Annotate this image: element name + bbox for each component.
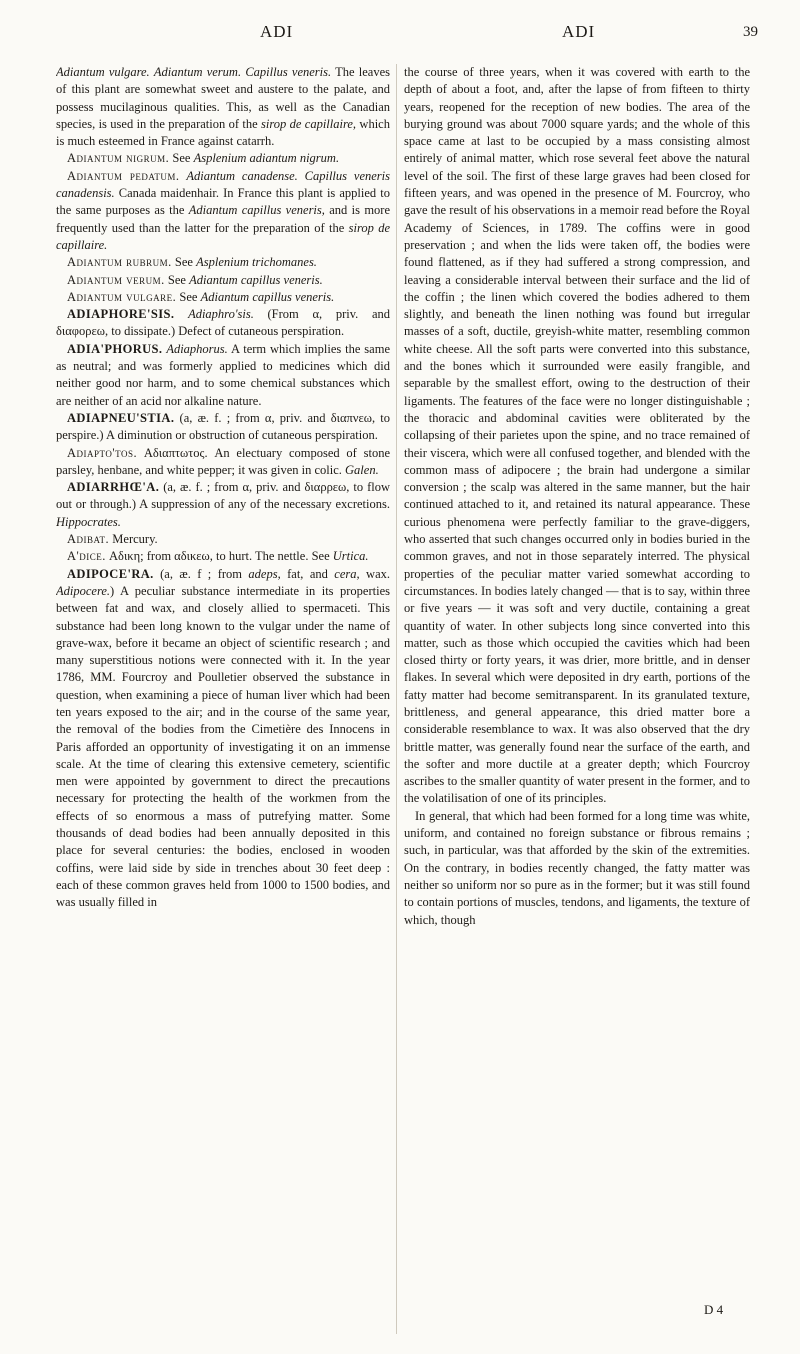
body-text: Mercury.: [109, 532, 158, 547]
body-text: and is more frequently used than the latter for the preparation of the: [56, 203, 390, 235]
entry-headword: Adiapto'tos.: [67, 445, 138, 460]
running-header: [0, 22, 800, 50]
body-text: [174, 307, 188, 321]
body-text: See: [176, 289, 201, 304]
entry-headword-bold: ADIARRHŒ'A.: [67, 480, 160, 495]
entry-headword: Adiantum pedatum.: [67, 168, 180, 183]
dictionary-entry: [404, 808, 750, 929]
page-number: 39: [743, 24, 758, 40]
paragraph-continuation: [404, 64, 750, 808]
italic-text: Hippocrates.: [56, 514, 121, 529]
italic-text: Asplenium adiantum nigrum.: [193, 151, 340, 166]
entry-headword-bold: ADIA'PHORUS.: [67, 341, 163, 356]
right-running-head: ADI: [562, 22, 596, 41]
italic-text: Urtica.: [332, 549, 369, 564]
body-text: See: [164, 272, 190, 287]
body-text: (a, æ. f. ; from α, priv. and διαπνεω, to perspire.) A diminution or obstruction of cutaneous perspiration.: [56, 410, 390, 443]
entry-headword: Adiantum nigrum.: [67, 151, 170, 166]
dictionary-entry: [56, 531, 390, 548]
italic-text: Adiaphorus.: [166, 341, 228, 356]
entry-headword: A'dice.: [67, 549, 106, 564]
body-text: Αδικη; from αδικεω, to hurt. The nettle. See: [105, 549, 333, 564]
left-column: [56, 64, 390, 1344]
dictionary-entry: [56, 306, 390, 341]
dictionary-entry: [56, 548, 390, 565]
dictionary-entry: [56, 254, 390, 271]
body-text: Αδιαπτωτος. An electuary composed of stone parsley, henbane, and white pepper; it was given in colic.: [56, 445, 390, 477]
italic-text: sirop de capillaire.: [56, 220, 390, 252]
body-text: ) A peculiar substance intermediate in its properties between fat and wax, and closely allied to spermaceti. This substance had been long known to the vulgar under the name of grave-wax, before it became an object of scientific research ; and many superstitious notions were connected with it. In the year 1786, MM. Fourcroy and Poulletier observed the substance in question, when examining a piece of human liver which had been ten years exposed to the air; and in the course of the same year, the removal of the bodies from the Cimetière des Innocens in Paris afforded an opportunity of investigating it on an immense scale. At the time of clearing this extensive cemetery, scientific men were appointed by government to direct the precautions necessary for protecting the health of the workmen from the effects of so enormous a mass of putrefying matter. Some thousands of dead bodies had been annually deposited in this place for several centuries: the bodies, enclosed in wooden coffins, were laid side by side in trenches about 30 feet deep : each of these common graves held from 1000 to 1500 bodies, and was usually filled in: [56, 583, 390, 910]
body-text: A term which implies the same as neutral; and was formerly applied to medicines which did neither good nor harm, and to some chemical substances which are neither of an acid nor alkaline nature.: [56, 341, 390, 408]
body-text: See: [169, 151, 194, 166]
column-divider: [396, 64, 397, 1334]
italic-text: Adiantum canadense. Capillus veneris canadensis.: [56, 168, 390, 201]
body-text: (a, æ. f ; from: [153, 566, 249, 581]
italic-text: Adiantum capillus veneris.: [189, 272, 323, 287]
body-text: (a, æ. f. ; from α, priv. and διαρρεω, to flow out or through.) A suppression of any of the necessary excretions.: [56, 480, 390, 512]
entry-headword-bold: ADIPOCE'RA.: [67, 566, 154, 581]
dictionary-entry: [56, 410, 390, 445]
dictionary-entry: [56, 341, 390, 410]
entry-headword: Adiantum vulgare.: [67, 289, 177, 304]
dictionary-entry: [56, 150, 390, 167]
italic-text: Asplenium trichomanes.: [196, 255, 317, 270]
italic-text: Adipocere.: [56, 583, 111, 598]
italic-text: Adiaphro'sis.: [188, 307, 254, 322]
italic-text: Capillus veneris.: [245, 65, 332, 79]
entry-headword: Adibat.: [67, 532, 110, 547]
dictionary-entry: [56, 272, 390, 289]
body-text: the course of three years, when it was covered with earth to the depth of about a foot, and, after the lapse of from fifteen to thirty years, reopened for the reception of new bodies. The area of the burying ground was about 7000 square yards; and the whole of this space came at last to be occupied by a mass consisting almost entirely of animal matter, which rose several feet above the natural level of the soil. The first of these large graves had been closed for fifteen years, and was opened in the presence of M. Fourcroy, who gave the result of his observations in a memoir read before the Royal Academy of Sciences, in 1789. The coffins were in good preservation ; and when the lids were taken off, the bodies were found flattened, as if they had suffered a strong compression, and leaving a considerable interval between their surface and the lid of the coffin ; the linen which covered the bodies adhered to them slightly, and beneath the linen nothing was found but irregular masses of a soft, ductile, greyish-white matter, resembling common white cheese. All the soft parts were converted into this substance, and the bones which it surrounded were easily frangible, and separable by the smallest effort, owing to the destruction of their ligaments. The features of the face were no longer distinguishable ; the thoracic and abdominal cavities were obliterated by the collapsing of their parietes upon the spine, and no trace remained of their viscera, which were all confused together, and blended with the common mass of adipocere ; the brain had undergone a similar conversion ; the scalp was altered in the same manner, but the hair continued attached to it, and retained its natural appearance. These curious phenomena were perfectly familiar to the grave-diggers, who asserted that such changes occurred only in bodies buried in the common graves, and not in those separately interred. The physical properties of the peculiar matter varied somewhat according to circumstances. In bodies lately changed — that is to say, within three or five years — it was soft and very ductile, containing a great quantity of water. In other subjects long since converted into this matter, such as those which occupied the cavities which had been closed thirty or forty years, it was drier, more brittle, and in denser flakes. In several which were deposited in dry earth, portions of the fatty matter had become semitransparent. In its granulated texture, brittleness, and general appearance, this dried matter bore a considerable resemblance to wax. It was also observed that the dry brittle matter, was generally found near the surface of the earth, and the softer and more ductile at a greater depth; which Fourcroy ascribes to the smaller quantity of water present in the former, and to the volatilisation of one of its principles.: [404, 65, 750, 806]
italic-text: Adiantum vulgare.: [56, 65, 150, 79]
dictionary-entry: [56, 566, 390, 912]
italic-text: cera,: [334, 566, 360, 581]
italic-text: Adiantum capillus veneris.: [200, 289, 335, 304]
dictionary-entry: [56, 479, 390, 531]
paragraph-continuation: [56, 64, 390, 150]
left-running-head: ADI: [260, 22, 294, 41]
dictionary-entry: [56, 289, 390, 306]
body-text: In general, that which had been formed for a long time was white, uniform, and contained no foreign substance or fibrous remains ; such, in particular, was that afforded by the skin of the extremities. On the contrary, in bodies recently changed, the fatty matter was neither so uniform nor so pure as in the former; but it was still found to contain portions of muscles, tendons, and ligaments, the texture of which, though: [404, 808, 750, 927]
body-text: which is much esteemed in France against catarrh.: [56, 116, 390, 149]
italic-text: adeps,: [248, 566, 281, 581]
dictionary-entry: [56, 168, 390, 254]
body-text: Canada maidenhair. In France this plant is applied to the same purposes as the: [56, 186, 390, 218]
italic-text: Adiantum verum.: [153, 65, 242, 79]
italic-text: Adiantum capillus veneris,: [188, 203, 325, 218]
signature-mark: D 4: [704, 1302, 724, 1317]
entry-headword-bold: ADIAPNEU'STIA.: [67, 410, 175, 425]
entry-headword: Adiantum verum.: [67, 272, 165, 287]
body-text: fat, and: [280, 566, 335, 581]
entry-headword: Adiantum rubrum.: [67, 255, 172, 270]
dictionary-entry: [56, 445, 390, 480]
body-text: See: [171, 255, 197, 270]
body-text: The leaves of this plant are somewhat sweet and austere to the palate, and possess mucilaginous qualities. This, as well as the Canadian species, is used in the preparation of the: [56, 65, 390, 131]
body-text: wax.: [359, 566, 390, 581]
italic-text: sirop de capillaire,: [261, 116, 357, 131]
entry-headword-bold: ADIAPHORE'SIS.: [67, 307, 175, 322]
right-column: [404, 64, 750, 1344]
italic-text: Galen.: [345, 462, 379, 477]
body-text: (From α, priv. and διαφορεω, to dissipate.) Defect of cutaneous perspiration.: [56, 307, 390, 339]
